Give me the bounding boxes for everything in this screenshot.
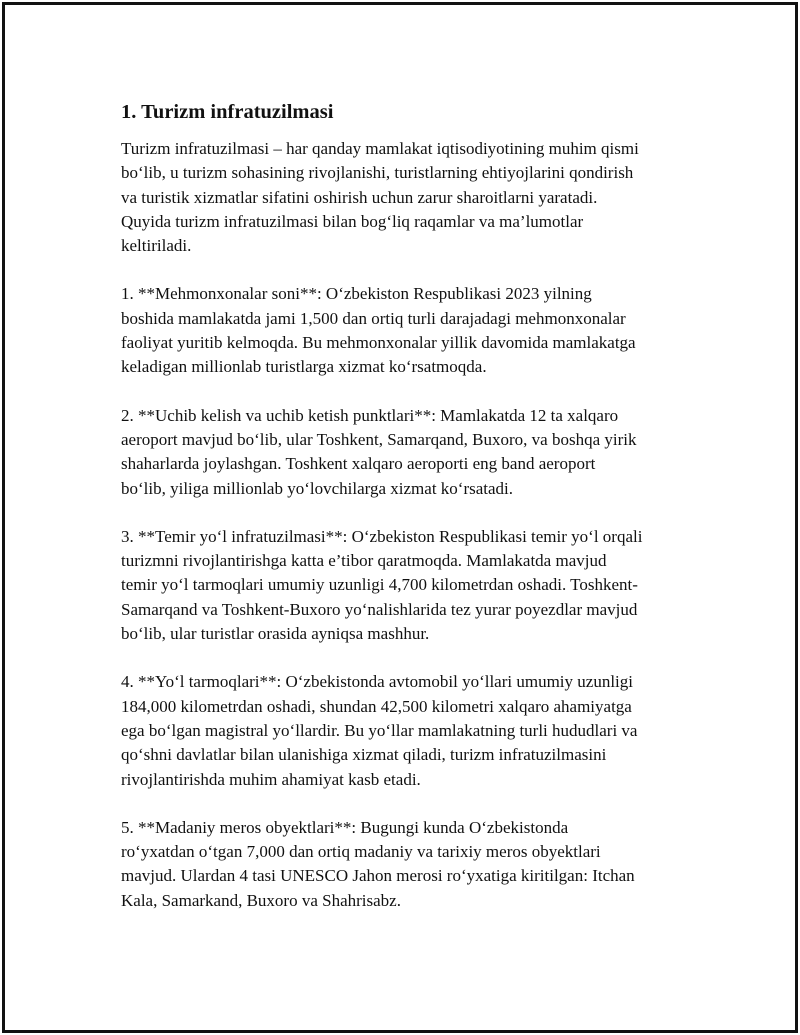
document-body (121, 99, 701, 937)
paragraph-railway: 3. **Temir yo‘l infratuzilmasi**: O‘zbekiston Respublikasi temir yo‘l orqali turizmni rivojlantirishga katta e’tibor qaratmoqda. Mamlakatda mavjud temir yo‘l tarmoqlari umumiy uzunligi 4,700 kilometrdan oshadi. Toshkent- Samarqand va Toshkent-Buxoro yo‘nalishlarida tez yurar poyezdlar mavjud bo‘lib, ular turistlar orasida ayniqsa mashhur. (121, 526, 643, 644)
paragraph-airports: 2. **Uchib kelish va uchib ketish punktlari**: Mamlakatda 12 ta xalqaro aeroport mavjud bo‘lib, ular Toshkent, Samarqand, Buxoro, va boshqa yirik shaharlarda joylashgan. Toshkent xalqaro aeroporti eng band aeroport bo‘lib, yiliga millionlab yo‘lovchilarga xizmat ko‘rsatadi. (121, 405, 637, 498)
paragraph-heritage: 5. **Madaniy meros obyektlari**: Bugungi kunda O‘zbekistonda ro‘yxatdan o‘tgan 7,000 dan ortiq madaniy va tarixiy meros obyektlari mavjud. Ulardan 4 tasi UNESCO Jahon merosi ro‘yxatiga kiritilgan: Itchan Kala, Samarkand, Buxoro va Shahrisabz. (121, 817, 635, 910)
page-frame (2, 2, 798, 1033)
section-heading: 1. Turizm infratuzilmasi (121, 101, 334, 123)
paragraph-hotels: 1. **Mehmonxonalar soni**: O‘zbekiston Respublikasi 2023 yilning boshida mamlakatda jami 1,500 dan ortiq turli darajadagi mehmonxonalar faoliyat yuritib kelmoqda. Bu mehmonxonalar yillik davomida mamlakatga keladigan millionlab turistlarga xizmat ko‘rsatmoqda. (121, 284, 636, 377)
intro-paragraph: Turizm infratuzilmasi – har qanday mamlakat iqtisodiyotining muhim qismi bo‘lib, u turizm sohasining rivojlanishi, turistlarning ehtiyojlarini qondirish va turistik xizmatlar sifatini oshirish uchun zarur sharoitlarni yaratadi. Quyida turizm infratuzilmasi bilan bog‘liq raqamlar va ma’lumotlar keltiriladi. (121, 139, 639, 256)
paragraph-roads: 4. **Yo‘l tarmoqlari**: O‘zbekistonda avtomobil yo‘llari umumiy uzunligi 184,000 kilometrdan oshadi, shundan 42,500 kilometri xalqaro ahamiyatga ega bo‘lgan magistral yo‘llardir. Bu yo‘llar mamlakatning turli hududlari va qo‘shni davlatlar bilan ulanishiga xizmat qiladi, turizm infratuzilmasini rivojlantirishda muhim ahamiyat kasb etadi. (121, 672, 638, 789)
